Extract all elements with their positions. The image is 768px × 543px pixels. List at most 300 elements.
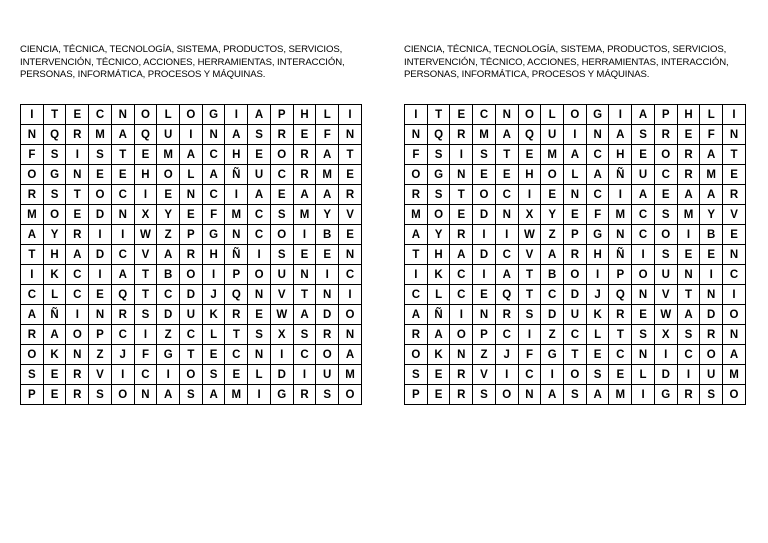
grid-cell: T	[564, 345, 587, 365]
grid-cell: T	[66, 185, 89, 205]
grid-cell: T	[518, 265, 541, 285]
grid-cell: A	[293, 185, 316, 205]
grid-cell: A	[248, 105, 271, 125]
grid-cell: O	[134, 105, 157, 125]
grid-cell: A	[43, 325, 66, 345]
grid-cell: L	[632, 365, 655, 385]
grid-cell: Ñ	[609, 245, 632, 265]
grid-row	[405, 305, 746, 325]
grid-cell: L	[427, 285, 450, 305]
grid-cell: M	[339, 365, 362, 385]
grid-cell: N	[248, 345, 271, 365]
grid-cell: I	[111, 365, 134, 385]
grid-cell: I	[632, 385, 655, 405]
grid-cell: E	[157, 185, 180, 205]
grid-cell: A	[157, 245, 180, 265]
grid-cell: T	[134, 285, 157, 305]
grid-row	[21, 245, 362, 265]
grid-cell: E	[564, 205, 587, 225]
grid-cell: E	[677, 245, 700, 265]
grid-cell: I	[21, 105, 44, 125]
grid-cell: S	[134, 305, 157, 325]
grid-cell: A	[405, 225, 428, 245]
grid-cell: N	[111, 205, 134, 225]
grid-cell: A	[66, 245, 89, 265]
grid-cell: D	[270, 365, 293, 385]
grid-cell: L	[180, 165, 203, 185]
grid-cell: I	[654, 345, 677, 365]
grid-cell: M	[609, 205, 632, 225]
grid-cell: O	[723, 305, 746, 325]
grid-row	[21, 385, 362, 405]
grid-cell: F	[316, 125, 339, 145]
grid-cell: R	[225, 305, 248, 325]
grid-cell: Y	[316, 205, 339, 225]
grid-cell: S	[43, 145, 66, 165]
grid-cell: N	[677, 265, 700, 285]
grid-cell: O	[473, 185, 496, 205]
grid-cell: Z	[89, 345, 112, 365]
grid-cell: K	[586, 305, 609, 325]
grid-cell: M	[473, 125, 496, 145]
grid-cell: N	[473, 305, 496, 325]
grid-row	[21, 345, 362, 365]
grid-row	[21, 285, 362, 305]
grid-cell: C	[270, 165, 293, 185]
grid-cell: I	[248, 385, 271, 405]
grid-cell: C	[450, 265, 473, 285]
grid-cell: S	[405, 365, 428, 385]
grid-cell: E	[450, 205, 473, 225]
grid-cell: V	[654, 285, 677, 305]
grid-cell: C	[609, 345, 632, 365]
grid-cell: O	[21, 345, 44, 365]
grid-cell: C	[248, 205, 271, 225]
grid-cell: S	[654, 245, 677, 265]
grid-cell: I	[700, 265, 723, 285]
grid-cell: I	[723, 105, 746, 125]
grid-cell: O	[316, 345, 339, 365]
grid-cell: F	[202, 205, 225, 225]
grid-cell: N	[202, 125, 225, 145]
grid-cell: E	[293, 125, 316, 145]
grid-cell: C	[111, 245, 134, 265]
grid-cell: I	[225, 185, 248, 205]
grid-cell: M	[225, 205, 248, 225]
grid-row	[405, 345, 746, 365]
grid-cell: M	[316, 165, 339, 185]
grid-cell: O	[405, 165, 428, 185]
grid-cell: E	[89, 285, 112, 305]
grid-cell: N	[518, 385, 541, 405]
grid-cell: P	[654, 105, 677, 125]
grid-cell: D	[654, 365, 677, 385]
grid-cell: K	[427, 265, 450, 285]
grid-cell: D	[473, 245, 496, 265]
grid-row	[405, 165, 746, 185]
grid-cell: I	[495, 365, 518, 385]
grid-cell: E	[632, 145, 655, 165]
grid-cell: P	[270, 105, 293, 125]
grid-cell: O	[180, 265, 203, 285]
grid-cell: S	[564, 385, 587, 405]
grid-cell: C	[723, 265, 746, 285]
grid-cell: O	[339, 385, 362, 405]
grid-cell: C	[450, 285, 473, 305]
grid-cell: W	[270, 305, 293, 325]
grid-cell: O	[654, 145, 677, 165]
grid-row	[405, 265, 746, 285]
grid-cell: M	[723, 365, 746, 385]
grid-cell: T	[495, 145, 518, 165]
grid-cell: M	[157, 145, 180, 165]
grid-cell: E	[66, 105, 89, 125]
grid-cell: U	[180, 305, 203, 325]
grid-cell: I	[677, 365, 700, 385]
grid-cell: E	[541, 185, 564, 205]
grid-cell: C	[495, 325, 518, 345]
grid-cell: I	[339, 105, 362, 125]
grid-cell: C	[293, 345, 316, 365]
grid-cell: C	[111, 185, 134, 205]
grid-cell: M	[609, 385, 632, 405]
grid-cell: A	[157, 385, 180, 405]
grid-cell: E	[723, 225, 746, 245]
grid-cell: I	[134, 325, 157, 345]
grid-cell: C	[21, 285, 44, 305]
grid-cell: I	[609, 105, 632, 125]
grid-cell: K	[202, 305, 225, 325]
grid-cell: A	[316, 145, 339, 165]
grid-cell: I	[564, 125, 587, 145]
grid-cell: Z	[157, 225, 180, 245]
grid-cell: E	[586, 345, 609, 365]
grid-cell: A	[225, 125, 248, 145]
grid-cell: O	[427, 205, 450, 225]
grid-row	[21, 105, 362, 125]
grid-row	[405, 185, 746, 205]
grid-cell: R	[450, 365, 473, 385]
grid-cell: I	[180, 125, 203, 145]
grid-cell: Q	[111, 285, 134, 305]
grid-cell: T	[21, 245, 44, 265]
grid-cell: G	[202, 225, 225, 245]
grid-cell: R	[293, 145, 316, 165]
grid-cell: O	[43, 205, 66, 225]
grid-cell: A	[405, 305, 428, 325]
grid-cell: N	[339, 125, 362, 145]
grid-cell: O	[270, 225, 293, 245]
grid-cell: I	[405, 265, 428, 285]
grid-cell: R	[66, 365, 89, 385]
grid-cell: A	[293, 305, 316, 325]
grid-cell: S	[427, 185, 450, 205]
grid-cell: L	[43, 285, 66, 305]
grid-cell: O	[21, 165, 44, 185]
grid-cell: I	[89, 265, 112, 285]
grid-cell: I	[473, 225, 496, 245]
grid-cell: V	[518, 245, 541, 265]
grid-cell: E	[111, 165, 134, 185]
grid-cell: A	[723, 345, 746, 365]
grid-cell: F	[21, 145, 44, 165]
grid-cell: J	[586, 285, 609, 305]
grid-cell: L	[564, 165, 587, 185]
grid-cell: V	[723, 205, 746, 225]
grid-cell: R	[21, 325, 44, 345]
grid-cell: S	[427, 145, 450, 165]
grid-cell: I	[450, 145, 473, 165]
grid-cell: I	[293, 365, 316, 385]
grid-cell: E	[293, 245, 316, 265]
grid-cell: N	[89, 305, 112, 325]
grid-cell: Z	[157, 325, 180, 345]
grid-cell: M	[405, 205, 428, 225]
grid-row	[405, 325, 746, 345]
grid-cell: T	[405, 245, 428, 265]
grid-cell: O	[89, 185, 112, 205]
grid-cell: A	[495, 125, 518, 145]
grid-cell: D	[157, 305, 180, 325]
grid-cell: C	[586, 145, 609, 165]
grid-cell: D	[564, 285, 587, 305]
grid-cell: U	[248, 165, 271, 185]
word-search-right	[404, 44, 746, 405]
grid-cell: N	[700, 285, 723, 305]
grid-cell: H	[134, 165, 157, 185]
grid-cell: X	[654, 325, 677, 345]
grid-cell: S	[586, 365, 609, 385]
grid-cell: D	[180, 285, 203, 305]
grid-cell: S	[700, 385, 723, 405]
grid-cell: C	[134, 365, 157, 385]
grid-cell: Q	[134, 125, 157, 145]
grid-cell: O	[405, 345, 428, 365]
grid-cell: O	[564, 105, 587, 125]
letter-grid	[20, 104, 362, 405]
grid-cell: M	[89, 125, 112, 145]
grid-cell: B	[541, 265, 564, 285]
grid-cell: P	[21, 385, 44, 405]
grid-row	[21, 265, 362, 285]
grid-cell: G	[541, 345, 564, 365]
grid-cell: C	[111, 325, 134, 345]
grid-cell: E	[654, 185, 677, 205]
grid-cell: I	[632, 245, 655, 265]
grid-cell: T	[518, 285, 541, 305]
grid-cell: C	[202, 145, 225, 165]
grid-cell: H	[43, 245, 66, 265]
grid-row	[405, 385, 746, 405]
grid-cell: Q	[43, 125, 66, 145]
grid-cell: W	[134, 225, 157, 245]
grid-cell: D	[700, 305, 723, 325]
grid-cell: Ñ	[43, 305, 66, 325]
grid-cell: C	[157, 285, 180, 305]
grid-cell: T	[134, 265, 157, 285]
grid-cell: B	[157, 265, 180, 285]
grid-cell: J	[495, 345, 518, 365]
grid-cell: N	[248, 285, 271, 305]
grid-cell: A	[202, 385, 225, 405]
grid-cell: Z	[541, 225, 564, 245]
letter-grid	[404, 104, 746, 405]
grid-cell: S	[473, 145, 496, 165]
grid-cell: R	[609, 305, 632, 325]
grid-cell: U	[541, 125, 564, 145]
word-list: CIENCIA, TÉCNICA, TECNOLOGÍA, SISTEMA, PRODUCTOS, SERVICIOS, INTERVENCIÓN, TÉCNICO, ACCIONES, HERRAMIENTAS, INTERACCIÓN, PERSONAS, INFORMÁTICA, PROCESOS Y MÁQUINAS.	[20, 44, 345, 80]
grid-cell: I	[66, 305, 89, 325]
grid-cell: E	[339, 165, 362, 185]
grid-cell: A	[632, 185, 655, 205]
grid-cell: C	[339, 265, 362, 285]
grid-cell: X	[270, 325, 293, 345]
grid-cell: M	[225, 385, 248, 405]
grid-cell: I	[157, 365, 180, 385]
grid-cell: N	[66, 345, 89, 365]
grid-cell: E	[473, 165, 496, 185]
grid-cell: A	[21, 225, 44, 245]
grid-cell: R	[700, 325, 723, 345]
grid-cell: O	[632, 265, 655, 285]
grid-cell: R	[66, 225, 89, 245]
grid-cell: N	[111, 105, 134, 125]
grid-cell: I	[293, 225, 316, 245]
grid-cell: C	[225, 345, 248, 365]
grid-cell: O	[180, 365, 203, 385]
grid-cell: R	[293, 165, 316, 185]
grid-cell: S	[180, 385, 203, 405]
grid-cell: R	[180, 245, 203, 265]
grid-cell: C	[473, 105, 496, 125]
grid-cell: E	[339, 225, 362, 245]
grid-cell: A	[339, 345, 362, 365]
grid-cell: R	[66, 125, 89, 145]
grid-cell: L	[700, 105, 723, 125]
grid-cell: V	[89, 365, 112, 385]
grid-cell: S	[518, 305, 541, 325]
grid-cell: C	[654, 165, 677, 185]
grid-cell: E	[66, 205, 89, 225]
grid-row	[405, 205, 746, 225]
grid-cell: I	[405, 105, 428, 125]
grid-row	[405, 245, 746, 265]
grid-cell: A	[700, 185, 723, 205]
grid-cell: S	[677, 325, 700, 345]
grid-cell: S	[632, 325, 655, 345]
grid-cell: N	[225, 225, 248, 245]
grid-cell: I	[21, 265, 44, 285]
grid-cell: E	[43, 365, 66, 385]
grid-cell: C	[66, 285, 89, 305]
grid-cell: W	[518, 225, 541, 245]
grid-cell: R	[495, 305, 518, 325]
grid-cell: A	[677, 185, 700, 205]
grid-cell: E	[134, 145, 157, 165]
grid-cell: E	[248, 305, 271, 325]
grid-cell: E	[677, 125, 700, 145]
grid-cell: A	[632, 105, 655, 125]
grid-cell: Q	[225, 285, 248, 305]
grid-cell: R	[405, 185, 428, 205]
grid-cell: U	[564, 305, 587, 325]
grid-cell: S	[270, 205, 293, 225]
grid-cell: Y	[700, 205, 723, 225]
grid-cell: S	[632, 125, 655, 145]
grid-row	[405, 285, 746, 305]
grid-cell: E	[495, 165, 518, 185]
grid-cell: R	[405, 325, 428, 345]
grid-cell: S	[202, 365, 225, 385]
grid-cell: P	[225, 265, 248, 285]
grid-cell: A	[111, 125, 134, 145]
grid-cell: O	[66, 325, 89, 345]
grid-cell: U	[700, 365, 723, 385]
grid-cell: H	[427, 245, 450, 265]
grid-cell: O	[564, 365, 587, 385]
grid-cell: A	[541, 245, 564, 265]
grid-cell: C	[632, 205, 655, 225]
grid-cell: F	[134, 345, 157, 365]
grid-cell: E	[202, 345, 225, 365]
grid-cell: N	[339, 245, 362, 265]
grid-cell: M	[700, 165, 723, 185]
grid-cell: Ñ	[427, 305, 450, 325]
grid-row	[21, 165, 362, 185]
grid-cell: T	[43, 105, 66, 125]
grid-cell: L	[541, 105, 564, 125]
grid-row	[21, 145, 362, 165]
grid-cell: N	[450, 165, 473, 185]
grid-cell: E	[427, 385, 450, 405]
grid-cell: I	[586, 265, 609, 285]
grid-cell: U	[270, 265, 293, 285]
grid-row	[405, 145, 746, 165]
grid-cell: D	[541, 305, 564, 325]
grid-cell: L	[586, 325, 609, 345]
grid-cell: E	[518, 145, 541, 165]
grid-cell: I	[202, 265, 225, 285]
grid-cell: N	[339, 325, 362, 345]
grid-cell: V	[339, 205, 362, 225]
grid-cell: Ñ	[225, 165, 248, 185]
grid-cell: K	[43, 265, 66, 285]
grid-cell: R	[677, 145, 700, 165]
grid-cell: R	[293, 385, 316, 405]
grid-cell: V	[270, 285, 293, 305]
grid-cell: U	[654, 265, 677, 285]
grid-cell: N	[609, 225, 632, 245]
grid-cell: M	[541, 145, 564, 165]
grid-row	[405, 225, 746, 245]
grid-cell: C	[541, 285, 564, 305]
grid-cell: E	[473, 285, 496, 305]
grid-cell: E	[450, 105, 473, 125]
grid-cell: T	[450, 185, 473, 205]
grid-cell: S	[293, 325, 316, 345]
grid-cell: L	[202, 325, 225, 345]
grid-cell: A	[495, 265, 518, 285]
grid-cell: T	[293, 285, 316, 305]
grid-cell: H	[586, 245, 609, 265]
grid-cell: H	[677, 105, 700, 125]
grid-cell: A	[677, 305, 700, 325]
grid-cell: C	[586, 185, 609, 205]
grid-cell: Ñ	[225, 245, 248, 265]
grid-cell: B	[316, 225, 339, 245]
grid-cell: H	[202, 245, 225, 265]
grid-row	[21, 305, 362, 325]
